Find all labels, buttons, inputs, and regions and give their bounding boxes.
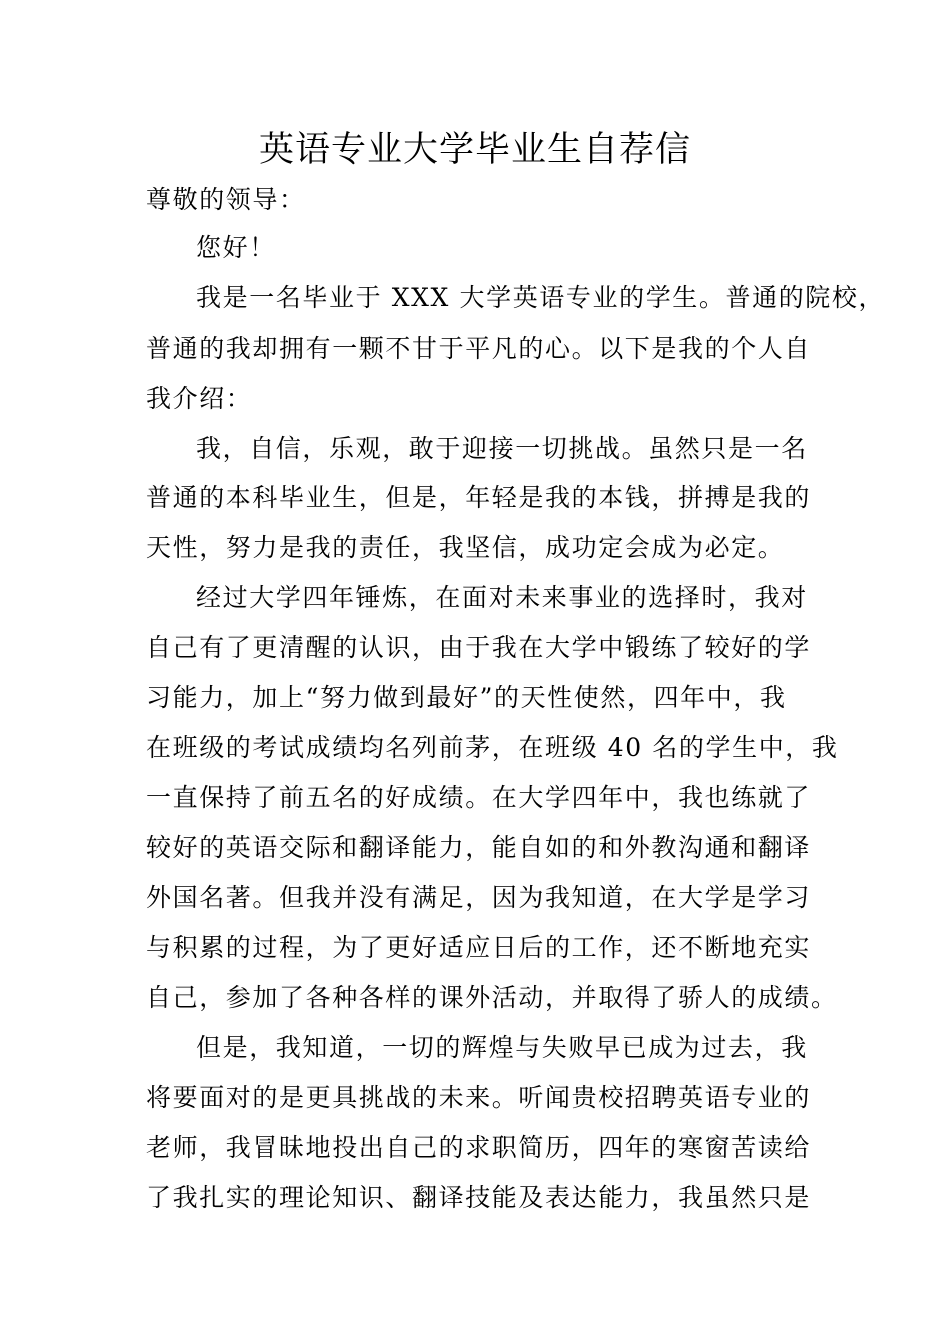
paragraph-3-line-3: 习能力，加上“努力做到最好”的天性使然，四年中，我	[146, 683, 787, 712]
paragraph-4-line-1: 但是，我知道，一切的辉煌与失败早已成为过去，我	[196, 1033, 808, 1062]
greeting: 您好！	[196, 233, 276, 262]
paragraph-1-line-3: 我介绍：	[146, 384, 253, 413]
paragraph-4-line-2: 将要面对的是更具挑战的未来。听闻贵校招聘英语专业的	[146, 1083, 812, 1112]
paragraph-2-line-2: 普通的本科毕业生，但是，年轻是我的本钱，拼搏是我的	[146, 483, 812, 512]
paragraph-4-line-3: 老师，我冒昧地投出自己的求职简历，四年的寒窗苦读给	[146, 1133, 812, 1162]
salutation: 尊敬的领导：	[146, 185, 306, 214]
document-title: 英语专业大学毕业生自荐信	[258, 130, 691, 170]
paragraph-1-line-1: 我是一名毕业于 XXX 大学英语专业的学生。普通的院校，	[196, 283, 886, 312]
paragraph-3-line-4: 在班级的考试成绩均名列前茅，在班级 40 名的学生中，我	[146, 733, 839, 762]
paragraph-3-line-7: 外国名著。但我并没有满足，因为我知道，在大学是学习	[146, 883, 812, 912]
paragraph-3-line-6: 较好的英语交际和翻译能力，能自如的和外教沟通和翻译	[146, 833, 812, 862]
paragraph-3-line-8: 与积累的过程，为了更好适应日后的工作，还不断地充实	[146, 933, 812, 962]
paragraph-3-line-2: 自己有了更清醒的认识，由于我在大学中锻练了较好的学	[146, 633, 812, 662]
paragraph-2-line-1: 我，自信，乐观，敢于迎接一切挑战。虽然只是一名	[196, 434, 808, 463]
paragraph-3-line-5: 一直保持了前五名的好成绩。在大学四年中，我也练就了	[146, 783, 812, 812]
paragraph-3-line-9: 自己，参加了各种各样的课外活动，并取得了骄人的成绩。	[146, 983, 838, 1012]
paragraph-3-line-1: 经过大学四年锤炼，在面对未来事业的选择时，我对	[196, 583, 808, 612]
paragraph-4-line-4: 了我扎实的理论知识、翻译技能及表达能力，我虽然只是	[146, 1183, 812, 1212]
paragraph-2-line-3: 天性，努力是我的责任，我坚信，成功定会成为必定。	[146, 533, 785, 562]
paragraph-1-line-2: 普通的我却拥有一颗不甘于平凡的心。以下是我的个人自	[146, 334, 812, 363]
